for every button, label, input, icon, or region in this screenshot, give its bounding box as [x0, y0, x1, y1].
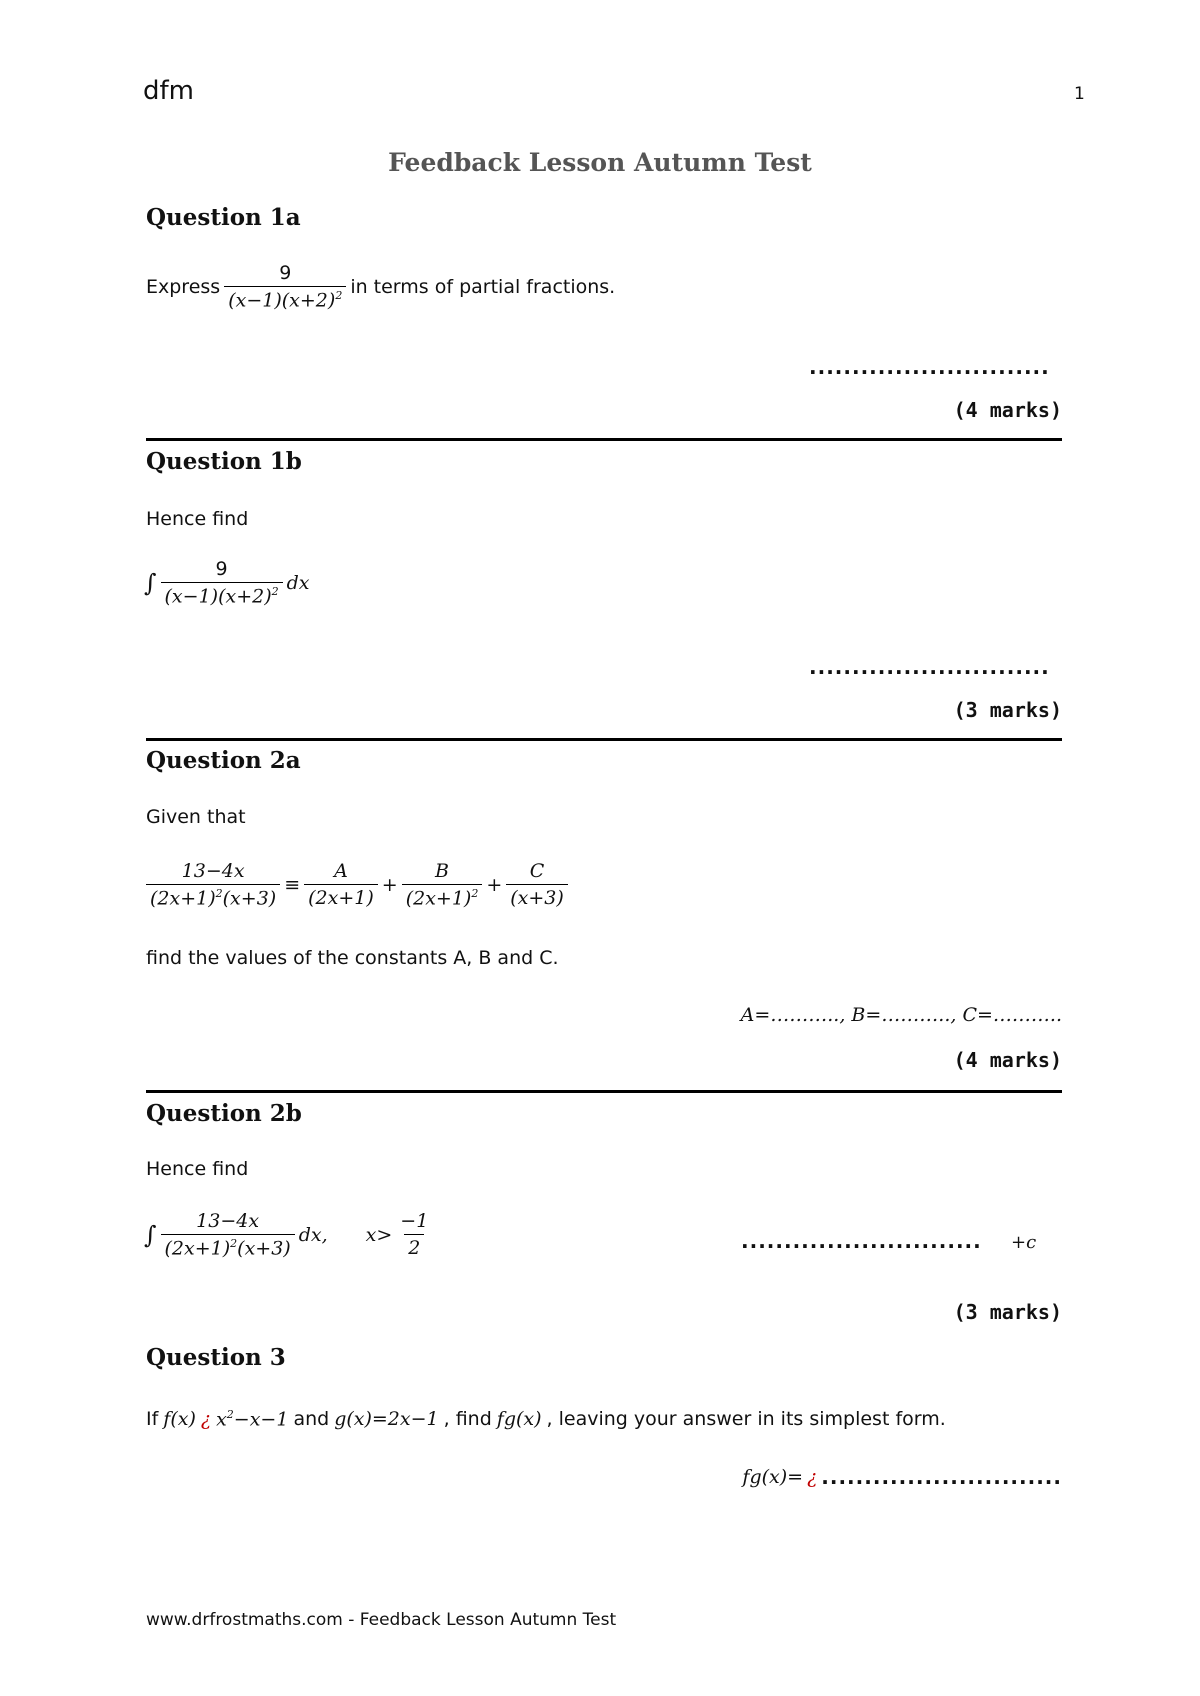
exponent: 2 — [230, 1237, 238, 1250]
fraction-numerator: 9 — [279, 262, 292, 284]
prompt-text: , find — [443, 1408, 492, 1431]
fraction — [161, 1210, 295, 1259]
answer-line: ............................ — [809, 355, 1050, 379]
footer: www.drfrostmaths.com - Feedback Lesson Autumn Test — [146, 1610, 617, 1630]
prompt-text: Hence find — [146, 1158, 249, 1180]
math-text: −x−1 — [233, 1408, 289, 1431]
denominator-text: (x−1)(x+2) — [164, 585, 272, 608]
answer-line: ............................ — [821, 1465, 1062, 1489]
page-number: 1 — [1074, 84, 1085, 104]
condition-text: x> — [365, 1223, 393, 1246]
marks-label: (3 marks) — [953, 698, 1062, 722]
math-text: x — [216, 1408, 227, 1431]
denominator-text: (2x+1) — [164, 1237, 231, 1260]
exponent: 2 — [471, 887, 479, 900]
fraction-numerator: B — [435, 860, 449, 882]
fraction-numerator: 13−4x — [196, 1210, 260, 1232]
prompt-text: , leaving your answer in its simplest form. — [546, 1408, 946, 1431]
term-c-fraction — [506, 860, 568, 909]
lhs-fraction — [146, 860, 280, 909]
constant-label: +c — [1011, 1232, 1037, 1253]
fraction-numerator: A — [334, 860, 348, 883]
condition-fraction — [396, 1210, 432, 1259]
fraction-denominator — [161, 1234, 295, 1259]
prompt-text: in terms of partial fractions. — [350, 275, 616, 298]
question-2b-heading: Question 2b — [146, 1100, 302, 1127]
denominator-text: (2x+1) — [150, 887, 216, 910]
question-3-answer — [742, 1465, 1062, 1489]
question-1a-heading: Question 1a — [146, 204, 301, 231]
fraction-denominator — [402, 884, 483, 909]
prompt-text: and — [293, 1408, 330, 1431]
prompt-text: Given that — [146, 806, 246, 828]
fraction — [224, 262, 346, 311]
exponent: 2 — [271, 585, 279, 598]
plus-sign: + — [381, 873, 398, 896]
marks-label: (3 marks) — [953, 1300, 1062, 1324]
page-title: Feedback Lesson Autumn Test — [388, 148, 812, 177]
section-divider — [146, 1090, 1062, 1093]
integral-sign: ∫ — [144, 1220, 157, 1249]
fraction-denominator — [224, 286, 346, 311]
marks-label: (4 marks) — [953, 1048, 1062, 1072]
exponent: 2 — [226, 1408, 234, 1421]
section-divider — [146, 738, 1062, 741]
differential: dx, — [298, 1223, 328, 1246]
fraction-denominator: 2 — [404, 1234, 424, 1259]
prompt-text: Hence find — [146, 508, 249, 530]
question-2a-heading: Question 2a — [146, 747, 301, 774]
section-divider — [146, 438, 1062, 441]
prompt-text: Express — [146, 275, 221, 298]
term-b-fraction — [402, 860, 483, 909]
denominator-text: (x+3) — [222, 887, 277, 910]
integral-expression — [144, 1210, 432, 1259]
prompt-text: find the values of the constants A, B and C. — [146, 947, 559, 969]
question-1a-prompt — [146, 262, 615, 311]
marks-label: (4 marks) — [953, 398, 1062, 422]
exponent: 2 — [335, 289, 343, 302]
question-1b-heading: Question 1b — [146, 448, 302, 475]
fraction-denominator: (x+3) — [506, 884, 568, 909]
function-fg: fg(x) — [496, 1408, 542, 1431]
denominator-text: (2x+1) — [405, 887, 472, 910]
answer-line: ............................ — [741, 1229, 982, 1253]
render-error-char: ¿ — [807, 1466, 818, 1488]
question-3-prompt — [146, 1408, 946, 1430]
exponent: 2 — [215, 887, 223, 900]
fraction — [161, 558, 283, 607]
fraction-numerator: C — [529, 860, 545, 883]
term-a-fraction — [304, 860, 378, 909]
equivalence-sign: ≡ — [284, 873, 301, 896]
integral-expression — [144, 558, 310, 607]
integral-sign: ∫ — [144, 568, 157, 597]
denominator-text: (x−1)(x+2) — [228, 289, 336, 312]
answer-line: A=……….., B=……….., C=……….. — [740, 1004, 1062, 1026]
fraction-numerator: 9 — [215, 558, 228, 580]
function-f-rhs — [216, 1408, 288, 1430]
fraction-numerator: −1 — [400, 1210, 429, 1233]
differential: dx — [286, 571, 310, 594]
answer-line: ............................ — [809, 655, 1050, 679]
question-3-heading: Question 3 — [146, 1344, 286, 1371]
plus-sign: + — [486, 873, 503, 896]
fraction-denominator — [161, 582, 283, 607]
prompt-text: If — [146, 1408, 159, 1431]
partial-fraction-identity — [146, 860, 568, 909]
fraction-denominator — [146, 884, 280, 909]
render-error-char: ¿ — [200, 1408, 212, 1431]
logo: dfm — [143, 76, 194, 106]
function-g: g(x)=2x−1 — [334, 1408, 439, 1431]
fraction-denominator: (2x+1) — [304, 884, 378, 909]
function-f: f(x) — [163, 1408, 196, 1431]
answer-label: fg(x)= — [742, 1466, 804, 1488]
fraction-numerator: 13−4x — [181, 860, 245, 882]
denominator-text: (x+3) — [237, 1237, 291, 1260]
